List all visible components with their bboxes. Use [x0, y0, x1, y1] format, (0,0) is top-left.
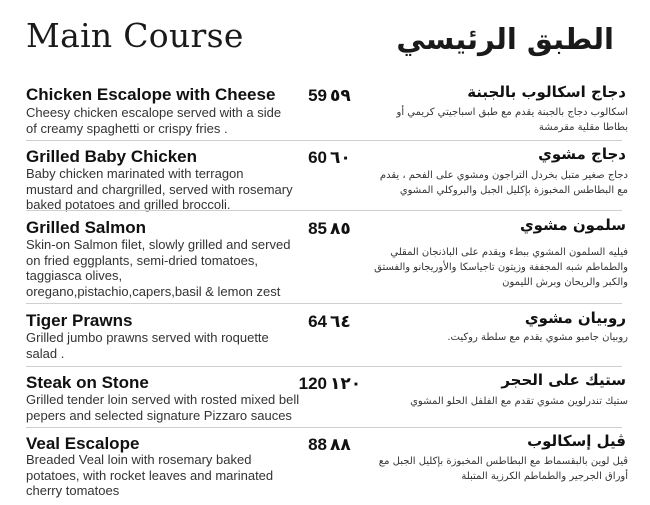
item-description-english: Skin-on Salmon filet, slowly grilled and served on fried eggplants, semi-dried tomatoes, taggiasca olives, oregano,pistachio,capers,basil & lemon zest	[26, 237, 291, 299]
menu-title-arabic: الطبق الرئيسي	[396, 22, 614, 56]
menu-title-english: Main Course	[26, 16, 244, 55]
menu-item-grilled-salmon	[0, 218, 650, 298]
item-divider	[26, 366, 622, 367]
item-name-english: Veal Escalope	[26, 434, 140, 453]
item-price-arabic: ٨٨	[330, 435, 351, 455]
menu-item-veal-escalope	[0, 434, 650, 499]
item-divider	[26, 210, 622, 211]
item-description-arabic: ستيك تندرلوين مشوي تقدم مع الفلفل الحلو المشوي	[410, 396, 628, 407]
item-name-arabic: دجاج اسكالوب بالجبنة	[467, 83, 626, 101]
item-price-arabic: ٨٥	[330, 219, 351, 239]
item-price-arabic: ٦٠	[330, 148, 351, 168]
item-description-arabic: ڤيل لوين بالبقسماط مع البطاطس المخبوزة بإكليل الجبل مع أوراق الجرجير والطماطم الكرزية المتبلة	[378, 456, 628, 482]
item-price-english: 88	[308, 435, 327, 454]
item-divider	[26, 140, 622, 141]
item-price-english: 85	[308, 219, 327, 238]
item-divider	[26, 427, 622, 428]
menu-item-steak-on-stone	[0, 373, 650, 423]
item-description-english: Grilled jumbo prawns served with roquette salad .	[26, 330, 269, 361]
item-name-english: Steak on Stone	[26, 373, 149, 392]
item-name-arabic: ڤيل إسكالوب	[527, 432, 626, 450]
item-price-english: 59	[308, 86, 327, 105]
item-name-english: Chicken Escalope with Cheese	[26, 85, 276, 104]
item-description-arabic: اسكالوب دجاج بالجبنة يقدم مع طبق اسباجيتي كريمي أو بطاطا مقلية مقرمشة	[396, 107, 628, 133]
item-description-english: Breaded Veal loin with rosemary baked potatoes, with rocket leaves and marinated cherry tomatoes	[26, 452, 274, 498]
item-name-english: Tiger Prawns	[26, 311, 133, 330]
menu-item-chicken-escalope	[0, 85, 650, 135]
item-price-arabic: ٥٩	[330, 86, 351, 106]
item-description-english: Cheesy chicken escalope served with a side of creamy spaghetti or crispy fries .	[26, 105, 282, 136]
item-price-english: 120	[298, 374, 327, 393]
item-description-arabic: روبيان جامبو مشوي يقدم مع سلطة روكيت.	[447, 332, 628, 343]
item-name-arabic: ستيك على الحجر	[501, 371, 626, 389]
item-price-english: 60	[308, 148, 327, 167]
item-name-english: Grilled Salmon	[26, 218, 146, 237]
item-divider	[26, 303, 622, 304]
item-name-arabic: سلمون مشوي	[519, 216, 626, 234]
menu-item-tiger-prawns	[0, 311, 650, 361]
menu-item-grilled-baby-chicken	[0, 145, 650, 212]
item-name-arabic: روبيان مشوي	[524, 309, 626, 327]
item-name-english: Grilled Baby Chicken	[26, 147, 197, 166]
item-description-arabic: دجاج صغير متبل بخردل التراجون ومشوي على الفحم ، يقدم مع البطاطس المخبوزة بإكليل الجبل والبروكلي المشوي	[379, 170, 628, 196]
item-description-english: Baby chicken marinated with terragon mustard and chargrilled, served with rosemary baked potatoes and grilled broccoli.	[26, 166, 293, 212]
item-price-english: 64	[308, 312, 327, 331]
item-description-arabic: فيليه السلمون المشوي ببطء ويقدم على الباذنجان المقلي والطماطم شبه المجففة وزيتون تاجياسكا والأوريجانو والفستق والكبر والريحان وبرش الليمون	[374, 247, 628, 288]
item-description-english: Grilled tender loin served with rosted mixed bell pepers and selected signature Pizzaro sauces	[26, 392, 300, 423]
item-price-arabic: ١٢٠	[330, 374, 362, 394]
item-price-arabic: ٦٤	[330, 312, 351, 332]
item-name-arabic: دجاج مشوي	[538, 145, 626, 163]
